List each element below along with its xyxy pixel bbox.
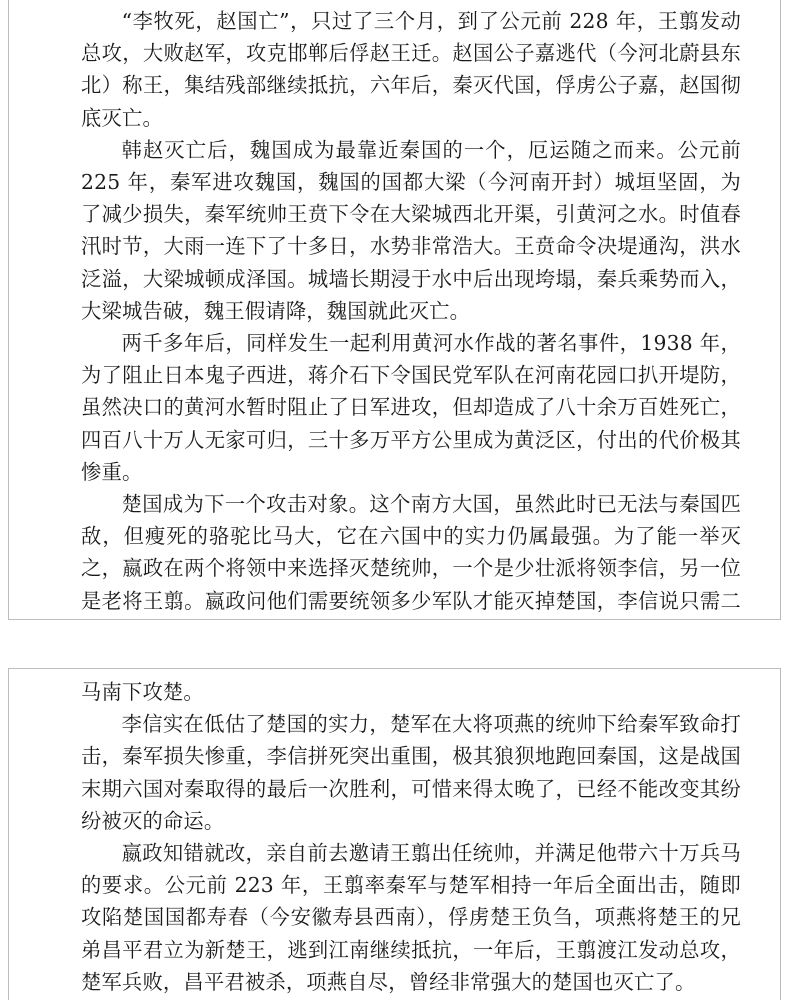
- continuation-line: 马南下攻楚。: [81, 680, 204, 704]
- paragraph: 韩赵灭亡后，魏国成为最靠近秦国的一个，厄运随之而来。公元前 225 年，秦军进攻魏国，魏国的国都大梁（今河南开封）城垣坚固，为了减少损失，秦军统帅王贲下令在大梁城西北开渠，引黄河之水。时值春汛时节，大雨一连下了十多日，水势非常浩大。王贲命令决堤通沟，洪水泛溢，大梁城顿成泽国。城墙长期浸于水中后出现垮塌，秦兵乘势而入，大梁城告破，魏王假请降，魏国就此灭亡。: [81, 137, 741, 323]
- paragraph: 两千多年后，同样发生一起利用黄河水作战的著名事件，1938 年，为了阻止日本鬼子西进，蒋介石下令国民党军队在河南花园口扒开堤防，虽然决口的黄河水暂时阻止了日军进攻，但却造成了八十余万百姓死亡，四百八十万人无家可归，三十多万平方公里成为黄泛区，付出的代价极其惨重。: [81, 331, 741, 484]
- page-bottom-text: [81, 676, 741, 998]
- page-top-text: [81, 5, 741, 620]
- page-top: [8, 0, 781, 620]
- paragraph: “李牧死，赵国亡”，只过了三个月，到了公元前 228 年，王翦发动总攻，大败赵军，攻克邯郸后俘赵王迁。赵国公子嘉逃代（今河北蔚县东北）称王，集结残部继续抵抗，六年后，秦灭代国，俘虏公子嘉，赵国彻底灭亡。: [81, 9, 741, 130]
- paragraph: 李信实在低估了楚国的实力，楚军在大将项燕的统帅下给秦军致命打击，秦军损失惨重，李信拼死突出重围，极其狼狈地跑回秦国，这是战国末期六国对秦取得的最后一次胜利，可惜来得太晚了，已经不能改变其纷纷被灭的命运。: [81, 712, 741, 833]
- page-bottom: [8, 668, 781, 1000]
- paragraph: 嬴政知错就改，亲自前去邀请王翦出任统帅，并满足他带六十万兵马的要求。公元前 223 年，王翦率秦军与楚军相持一年后全面出击，随即攻陷楚国国都寿春（今安徽寿县西南），俘虏楚王负刍，项燕将楚王的兄弟昌平君立为新楚王，逃到江南继续抵抗，一年后，王翦渡江发动总攻，楚军兵败，昌平君被杀，项燕自尽，曾经非常强大的楚国也灭亡了。: [81, 841, 741, 994]
- paragraph: 楚国成为下一个攻击对象。这个南方大国，虽然此时已无法与秦国匹敌，但瘦死的骆驼比马大，它在六国中的实力仍属最强。为了能一举灭之，嬴政在两个将领中来选择灭楚统帅，一个是少壮派将领李信，另一位是老将王翦。嬴政问他们需要统领多少军队才能灭掉楚国，李信说只需二: [81, 492, 741, 613]
